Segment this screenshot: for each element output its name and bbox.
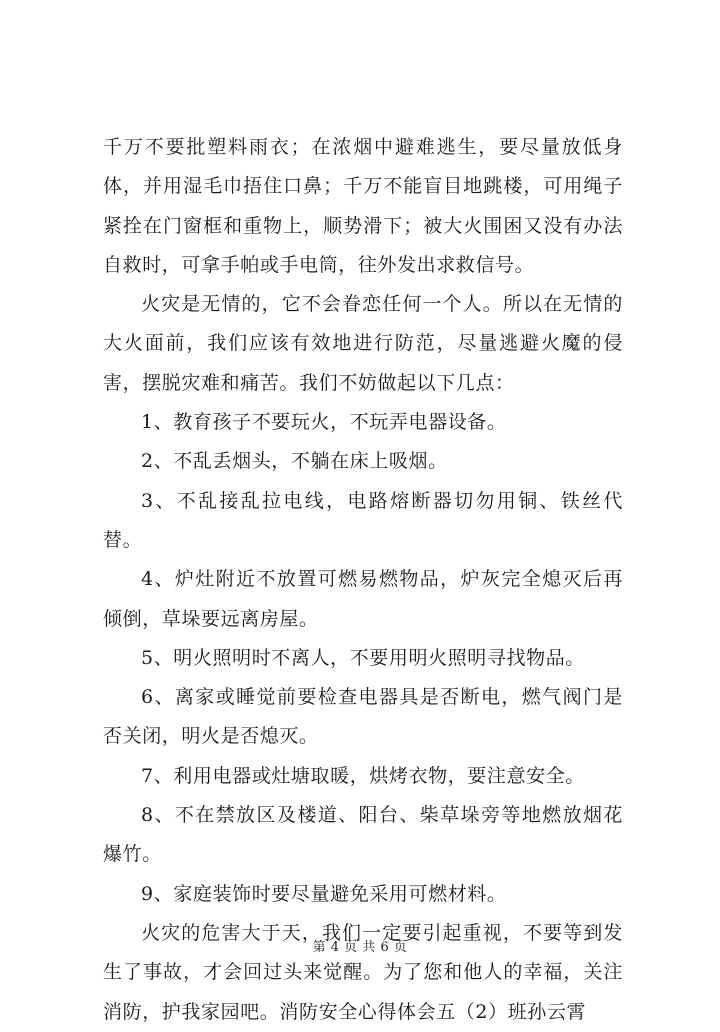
document-body xyxy=(103,128,623,1032)
list-item: 4、炉灶附近不放置可燃易燃物品，炉灰完全熄灭后再倾倒，草垛要远离房屋。 xyxy=(103,568,623,630)
list-item: 8、不在禁放区及楼道、阳台、柴草垛旁等地燃放烟花爆竹。 xyxy=(103,804,623,866)
list-item: 3、不乱接乱拉电线，电路熔断器切勿用铜、铁丝代替。 xyxy=(103,489,623,551)
list-item: 1、教育孩子不要玩火，不玩弄电器设备。 xyxy=(141,411,507,434)
paragraph: 火灾是无情的，它不会眷恋任何一个人。所以在无情的大火面前，我们应该有效地进行防范，尽量逃避火魔的侵害，摆脱灾难和痛苦。我们不妨做起以下几点： xyxy=(103,293,623,394)
list-item: 5、明火照明时不离人，不要用明火照明寻找物品。 xyxy=(141,646,585,669)
page-footer: 第 4 页 共 6 页 xyxy=(312,940,408,955)
list-item: 2、不乱丢烟头，不躺在床上吸烟。 xyxy=(141,450,448,473)
paragraph: 火灾的危害大于天，我们一定要引起重视，不要等到发生了事故，才会回过头来觉醒。为了您和他人的幸福，关注消防，护我家园吧。消防安全心得体会五（2）班孙云霄 xyxy=(103,921,623,1023)
list-item: 9、家庭装饰时要尽量避免采用可燃材料。 xyxy=(141,882,507,905)
list-item: 7、利用电器或灶塘取暖，烘烤衣物，要注意安全。 xyxy=(141,764,585,787)
list-item: 6、离家或睡觉前要检查电器具是否断电，燃气阀门是否关闭，明火是否熄灭。 xyxy=(103,686,623,748)
paragraph: 千万不要批塑料雨衣；在浓烟中避难逃生，要尽量放低身体，并用湿毛巾捂住口鼻；千万不能盲目地跳楼，可用绳子紧拴在门窗框和重物上，顺势滑下；被大火围困又没有办法自救时，可拿手帕或手电筒，往外发出求救信号。 xyxy=(103,136,623,276)
